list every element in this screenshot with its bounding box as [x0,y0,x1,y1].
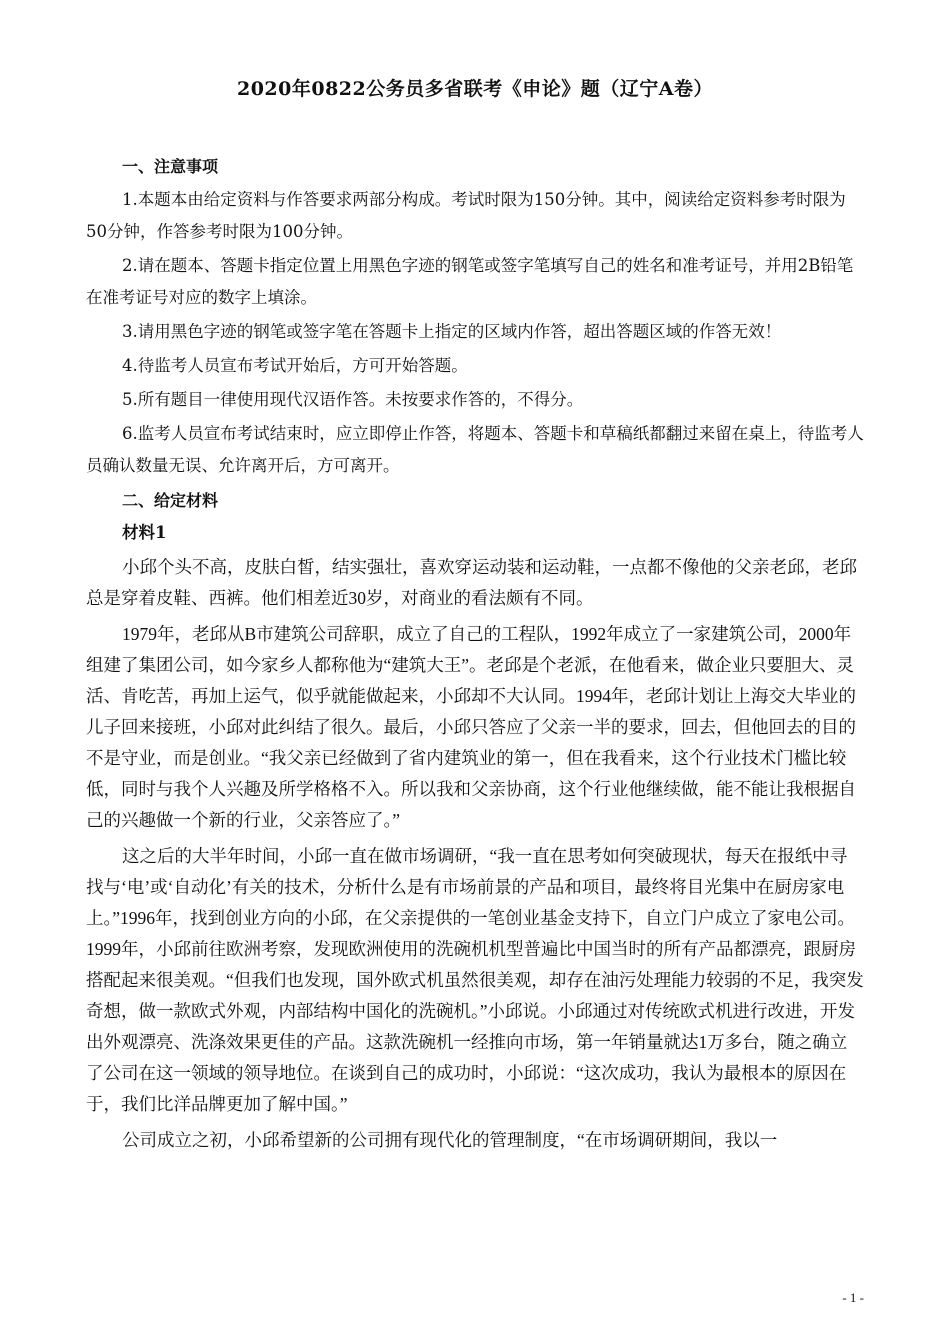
material-paragraph: 1979年，老邱从B市建筑公司辞职，成立了自己的工程队，1992年成立了一家建筑公司，2000年组建了集团公司，如今家乡人都称他为“建筑大王”。老邱是个老派，在他看来，做企业只要胆大、灵活、肯吃苦，再加上运气，似乎就能做起来，小邱却不大认同。1994年，老邱计划让上海交大毕业的儿子回来接班，小邱对此纠结了很久。最后，小邱只答应了父亲一半的要求，回去，但他回去的目的不是守业，而是创业。“我父亲已经做到了省内建筑业的第一，但在我看来，这个行业技术门槛比较低，同时与我个人兴趣及所学格格不入。所以我和父亲协商，这个行业他继续做，能不能让我根据自己的兴趣做一个新的行业，父亲答应了。” [86,624,856,830]
document-title: 2020年0822公务员多省联考《申论》题（辽宁A卷） [236,78,713,100]
material-paragraph: 公司成立之初，小邱希望新的公司拥有现代化的管理制度，“在市场调研期间，我以一 [122,1130,778,1150]
page-number: - 1 - [842,1290,864,1305]
document-body [86,150,864,1161]
material-paragraph: 小邱个头不高，皮肤白皙，结实强壮，喜欢穿运动装和运动鞋，一点都不像他的父亲老邱，老邱总是穿着皮鞋、西裤。他们相差近30岁，对商业的看法颇有不同。 [86,557,857,608]
section-heading-materials: 二、给定材料 [122,491,219,510]
material-label: 材料1 [122,523,167,542]
note-item: 1.本题本由给定资料与作答要求两部分构成。考试时限为150分钟。其中，阅读给定资料参考时限为50分钟，作答参考时限为100分钟。 [86,190,846,241]
material-paragraph: 这之后的大半年时间，小邱一直在做市场调研，“我一直在思考如何突破现状，每天在报纸中寻找与‘电’或‘自动化’有关的技术，分析什么是有市场前景的产品和项目，最终将目光集中在厨房家电上。”1996年，找到创业方向的小邱，在父亲提供的一笔创业基金支持下，自立门户成立了家电公司。1999年，小邱前往欧洲考察，发现欧洲使用的洗碗机机型普遍比中国当时的所有产品都漂亮，跟厨房搭配起来很美观。“但我们也发现，国外欧式机虽然很美观，却存在油污处理能力较弱的不足，我突发奇想，做一款欧式外观，内部结构中国化的洗碗机。”小邱说。小邱通过对传统欧式机进行改进，开发出外观漂亮、洗涤效果更佳的产品。这款洗碗机一经推向市场，第一年销量就达1万多台，随之确立了公司在这一领域的领导地位。在谈到自己的成功时，小邱说：“这次成功，我认为最根本的原因在于，我们比洋品牌更加了解中国。” [86,846,864,1114]
note-item: 6.监考人员宣布考试结束时，应立即停止作答，将题本、答题卡和草稿纸都翻过来留在桌上，待监考人员确认数量无误、允许离开后，方可离开。 [86,424,864,475]
note-item: 5.所有题目一律使用现代汉语作答。未按要求作答的，不得分。 [122,390,584,409]
note-item: 2.请在题本、答题卡指定位置上用黑色字迹的钢笔或签字笔填写自己的姓名和准考证号，并用2B铅笔在准考证号对应的数字上填涂。 [86,256,854,307]
section-heading-notes: 一、注意事项 [122,157,219,176]
note-item: 4.待监考人员宣布考试开始后，方可开始答题。 [122,356,468,375]
note-item: 3.请用黑色字迹的钢笔或签字笔在答题卡上指定的区域内作答，超出答题区域的作答无效！ [122,322,782,341]
